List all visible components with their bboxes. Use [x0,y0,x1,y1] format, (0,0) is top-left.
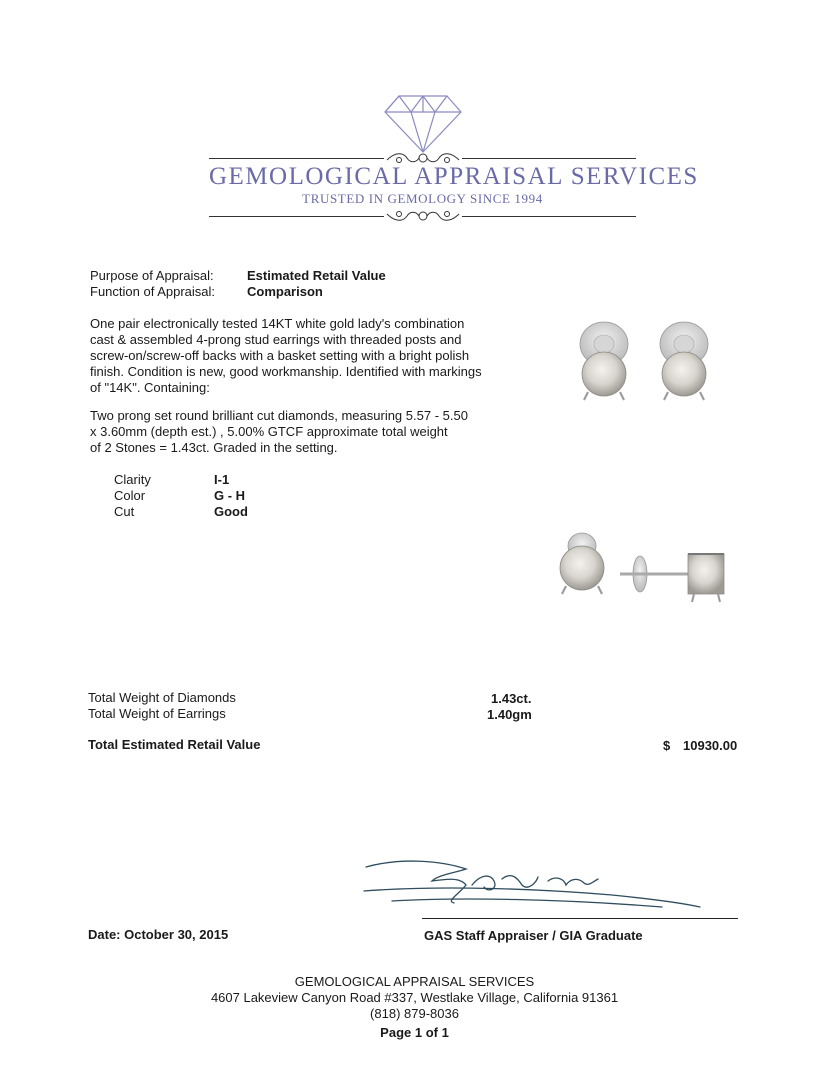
appraiser-title: GAS Staff Appraiser / GIA Graduate [424,928,643,943]
grading-label-color: Color [114,488,146,503]
total-earrings-value: 1.40gm [487,707,532,722]
stones-line: of 2 Stones = 1.43ct. Graded in the setting. [90,440,338,455]
signature-line [422,918,738,919]
function-value: Comparison [247,284,323,299]
appraisal-date: Date: October 30, 2015 [88,927,229,942]
function-label: Function of Appraisal: [90,284,216,299]
appraiser-signature [362,855,702,917]
stones-line: x 3.60mm (depth est.) , 5.00% GTCF approximate total weight [90,424,448,439]
header-top-rule-right [462,158,636,159]
purpose-label: Purpose of Appraisal: [90,268,214,283]
header-bottom-rule [209,216,384,217]
earrings-side-photo [548,522,738,612]
diamond-logo-icon [383,92,463,154]
grading-value-clarity: I-1 [214,472,230,487]
total-diamonds-label: Total Weight of Diamonds [88,690,236,705]
total-retail-value: 10930.00 [683,738,738,753]
footer-phone: (818) 879-8036 [370,1006,459,1021]
footer-address: 4607 Lakeview Canyon Road #337, Westlake Village, California 91361 [210,990,619,1005]
header-top-rule [209,158,384,159]
description-line: of "14K". Containing: [90,380,210,395]
grading-label-cut: Cut [114,504,135,519]
footer-company: GEMOLOGICAL APPRAISAL SERVICES [294,974,535,989]
total-diamonds-value: 1.43ct. [491,691,532,706]
description-line: cast & assembled 4-prong stud earrings with threaded posts and [90,332,462,347]
page-number: Page 1 of 1 [380,1025,449,1040]
stones-line: Two prong set round brilliant cut diamonds, measuring 5.57 - 5.50 [90,408,468,423]
company-tagline: TRUSTED IN GEMOLOGY SINCE 1994 [302,191,543,206]
description-line: screw-on/screw-off backs with a basket setting with a bright polish [90,348,470,363]
total-retail-currency: $ [663,738,671,753]
grading-value-cut: Good [214,504,248,519]
header-bottom-rule-right [462,216,636,217]
earrings-front-photo [566,312,736,412]
total-earrings-label: Total Weight of Earrings [88,706,226,721]
description-paragraph [90,316,520,396]
purpose-value: Estimated Retail Value [247,268,386,283]
total-retail-label: Total Estimated Retail Value [88,737,261,752]
grading-value-color: G - H [214,488,246,503]
description-line: One pair electronically tested 14KT white gold lady's combination [90,316,465,331]
stones-paragraph [90,408,520,456]
company-title: GEMOLOGICAL APPRAISAL SERVICES [209,163,699,190]
grading-label-clarity: Clarity [114,472,151,487]
description-line: finish. Condition is new, good workmanship. Identified with markings [90,364,482,379]
header-bottom-ornament-icon [385,206,461,226]
